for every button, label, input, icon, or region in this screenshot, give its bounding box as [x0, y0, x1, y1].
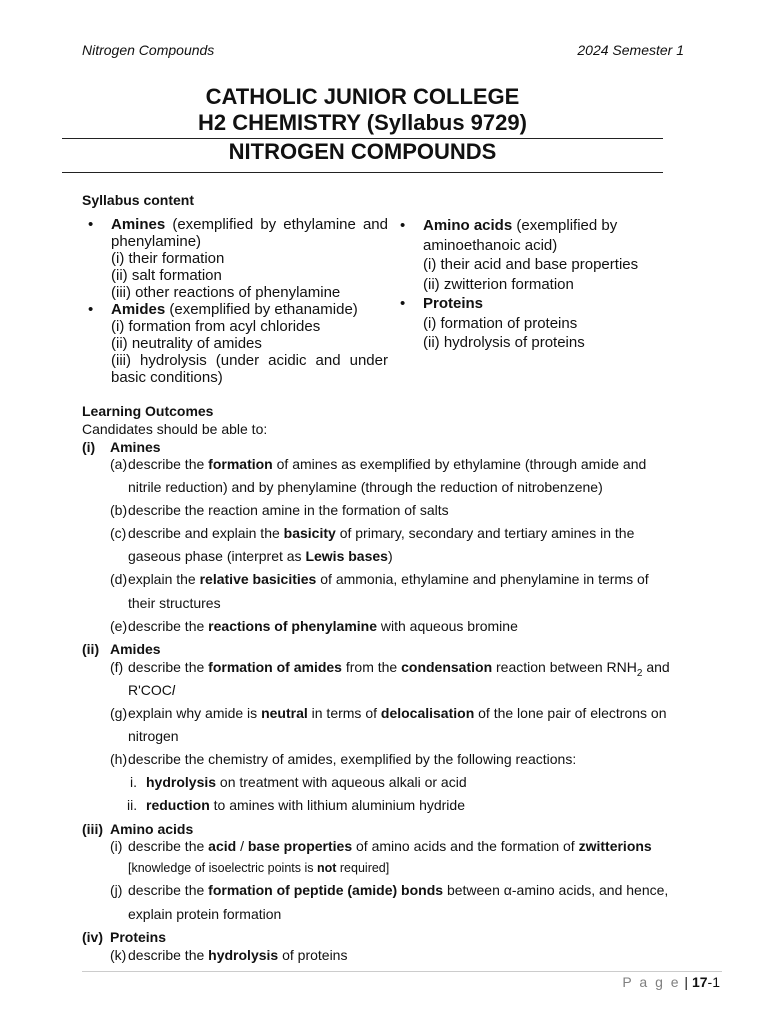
section-amines: (i) Amines	[82, 439, 161, 455]
amines-sub-1: (i) their formation	[111, 250, 225, 267]
outcome-j-cont: explain protein formation	[128, 906, 282, 922]
outcome-f-cont: R'COCl	[128, 682, 176, 698]
outcome-f: (f) describe the formation of amides from the condensation reaction between $RNH_2$ and	[110, 659, 670, 679]
proteins-sub-1: (i) formation of proteins	[423, 314, 578, 332]
learning-outcomes-heading: Learning Outcomes	[82, 403, 214, 419]
section-proteins: (iv) Proteins	[82, 929, 167, 945]
outcome-c: (c) describe and explain the basicity of primary, secondary and tertiary amines in the	[110, 525, 635, 541]
outcome-d: (d)explain the relative basicities of ammonia, ethylamine and phenylamine in terms of	[110, 571, 649, 587]
syllabus-item-amino-acids: • Amino acids (exemplified by aminoethanoic acid)	[400, 217, 618, 254]
footer-divider	[82, 971, 722, 972]
amides-sub-3: (iii) hydrolysis (under acidic and under basic conditions)	[111, 352, 388, 386]
bullet-icon: •	[88, 216, 94, 233]
bullet-icon: •	[400, 295, 406, 312]
learning-outcomes-intro: Candidates should be able to:	[82, 421, 268, 437]
outcome-j: (j) describe the formation of peptide (amide) bonds between α-amino acids, and hence,	[110, 882, 669, 898]
outcome-b: (b)describe the reaction amine in the formation of salts	[110, 502, 449, 518]
bullet-icon: •	[88, 301, 94, 318]
section-amides: (ii) Amides	[82, 641, 161, 657]
amino-sub-1: (i) their acid and base properties	[423, 256, 639, 273]
outcome-h-i: hydrolysis on treatment with aqueous alkali or acid	[146, 774, 467, 790]
amides-sub-1: (i) formation from acyl chlorides	[111, 318, 321, 335]
outcome-i-note: [knowledge of isoelectric points is not required]	[128, 861, 390, 875]
outcome-g-cont: nitrogen	[128, 728, 179, 744]
outcome-e: (e)describe the reactions of phenylamine with aqueous bromine	[110, 618, 518, 634]
syllabus-item-amines: • Amines (exemplified by ethylamine and phenylamine)	[88, 216, 388, 250]
syllabus-left-column	[88, 216, 388, 386]
proteins-sub-2: (ii) hydrolysis of proteins	[423, 334, 585, 351]
outcome-h-ii-num: ii.	[127, 797, 138, 813]
outcome-g: (g)explain why amide is neutral in terms of delocalisation of the lone pair of electrons on	[110, 705, 667, 721]
outcome-a-cont: nitrile reduction) and by phenylamine (through the reduction of nitrobenzene)	[128, 479, 603, 495]
page-number: P a g e | 17-1	[622, 974, 720, 990]
running-header-right: 2024 Semester 1	[577, 42, 684, 58]
outcome-h-i-num: i.	[130, 774, 137, 790]
section-amino-acids: (iii) Amino acids	[82, 821, 194, 837]
topic-title: NITROGEN COMPOUNDS	[228, 139, 497, 164]
outcome-i: (i) describe the acid / base properties of amino acids and the formation of zwitterions	[110, 838, 652, 854]
amines-sub-2: (ii) salt formation	[111, 267, 222, 284]
title-divider-bottom	[62, 172, 663, 173]
outcome-h-ii: reduction to amines with lithium aluminium hydride	[146, 797, 465, 813]
syllabus-right-column	[400, 216, 660, 353]
running-header-left: Nitrogen Compounds	[82, 42, 215, 58]
amines-sub-3: (iii) other reactions of phenylamine	[111, 284, 341, 301]
subject-title: H2 CHEMISTRY (Syllabus 9729)	[198, 110, 527, 135]
college-title: CATHOLIC JUNIOR COLLEGE	[205, 84, 520, 109]
amides-sub-2: (ii) neutrality of amides	[111, 335, 262, 352]
syllabus-item-proteins: • Proteins	[400, 295, 484, 312]
outcome-c-cont: gaseous phase (interpret as Lewis bases)	[128, 548, 393, 564]
outcome-k: (k) describe the hydrolysis of proteins	[110, 947, 348, 963]
bullet-icon: •	[400, 217, 406, 234]
outcome-d-cont: their structures	[128, 595, 221, 611]
amino-sub-2: (ii) zwitterion formation	[423, 275, 574, 293]
syllabus-heading: Syllabus content	[82, 192, 195, 208]
outcome-a: (a)describe the formation of amines as exemplified by ethylamine (through amide and	[110, 456, 647, 472]
outcome-h: (h)describe the chemistry of amides, exemplified by the following reactions:	[110, 751, 577, 767]
syllabus-item-amides: • Amides (exemplified by ethanamide)	[88, 301, 358, 318]
